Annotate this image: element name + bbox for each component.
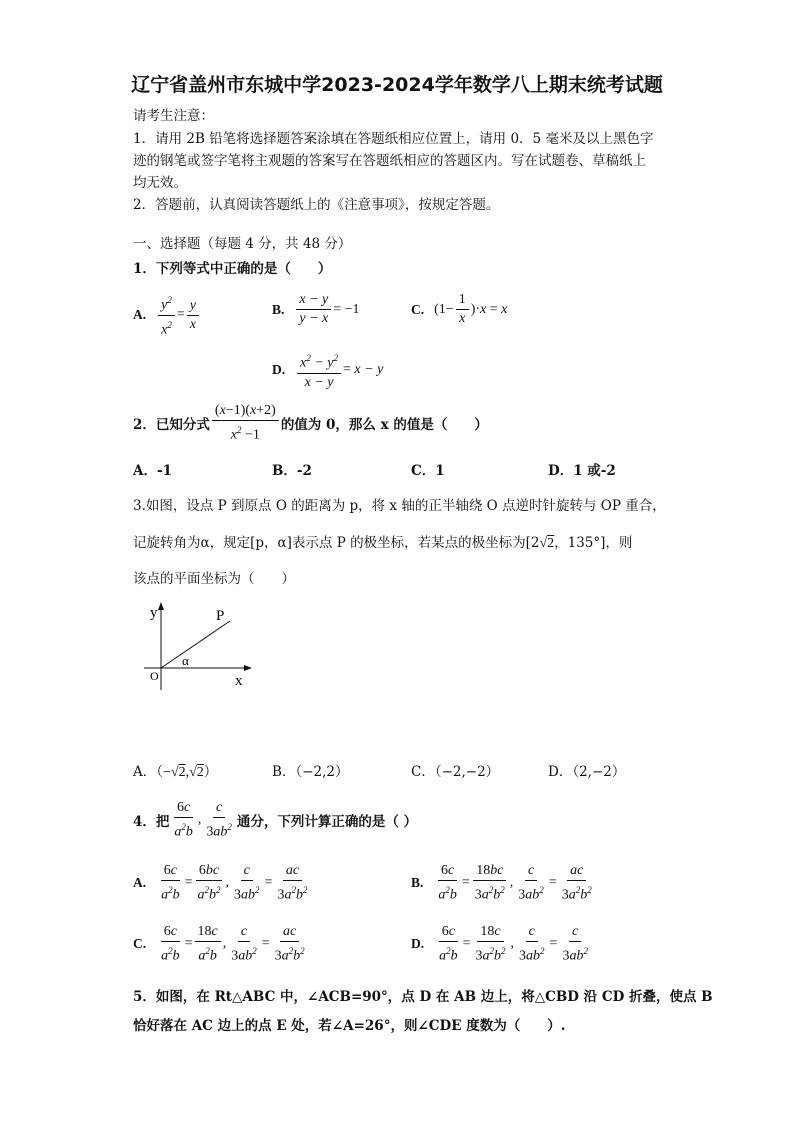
q2-prefix: 2．已知分式 xyxy=(133,417,210,434)
x-axis-arrow xyxy=(244,665,252,671)
q2-option-a: A．-1 xyxy=(133,463,172,479)
q1-option-d: D. $\frac{x^2 - y^2}{x - y}$ = x − y xyxy=(272,350,383,391)
q1-option-c: C. (1− $\frac{1}{x}$ )· x = x xyxy=(411,292,508,326)
q3-option-a-prefix: A．（ xyxy=(133,764,163,780)
q4-label-c: C. xyxy=(133,936,147,952)
q3-line-1: 3.如图，设点 P 到原点 O 的距离为 p，将 x 轴的正半轴绕 O 点逆时针旋转与 OP 重合， xyxy=(133,498,666,514)
point-p-label: P xyxy=(216,608,225,624)
q4-option-a: A. $\frac{6c}{a^2b}$ = $\frac{6bc}{a^2b^2}$ , $\frac{c}{3ab^2}$ = $\frac{ac}{3a^2b^2}$ xyxy=(133,863,308,903)
notice-line-1: 1．请用 2B 铅笔将选择题答案涂填在答题纸相应位置上，请用 0．5 毫米及以上黑色字 xyxy=(133,131,654,147)
q5-line-2: 恰好落在 AC 边上的点 E 处，若∠A=26°，则∠CDE 度数为（ ）. xyxy=(133,1018,566,1034)
q1-label-b: B. xyxy=(272,301,285,317)
q3-line-3: 该点的平面坐标为（ ） xyxy=(133,571,295,587)
q2-option-b: B．-2 xyxy=(272,463,312,479)
q3-option-a: A．（−√2,√2） xyxy=(133,764,218,780)
q4-label-d: D. xyxy=(411,936,425,952)
q3-option-b: B．（−2,2） xyxy=(272,764,349,780)
q1-label-d: D. xyxy=(272,362,286,378)
notice-line-2: 迹的钢笔或签字笔将主观题的答案写在答题纸相应的答题区内。写在试题卷、草稿纸上 xyxy=(133,153,646,169)
q1-label-a: A. xyxy=(133,307,147,323)
q3-option-c: C．（−2,−2） xyxy=(411,764,500,780)
q4-label-a: A. xyxy=(133,875,147,891)
q2-option-c: C．1 xyxy=(411,463,445,479)
notice-heading: 请考生注意： xyxy=(133,108,214,124)
q1-option-b: B. $\frac{x - y}{y - x}$ = −1 xyxy=(272,292,360,326)
alpha-label: α xyxy=(182,653,189,668)
y-axis-label: y xyxy=(150,605,158,621)
q4-suffix: 通分，下列计算正确的是（ ） xyxy=(236,814,418,831)
q2-suffix: 的值为 0，那么 x 的值是（ ） xyxy=(280,417,488,434)
x-axis-label: x xyxy=(235,673,243,689)
q3-line-2b: ，135°]，则 xyxy=(554,535,633,551)
q1-label-c: C. xyxy=(411,301,425,317)
page-title: 辽宁省盖州市东城中学2023-2024学年数学八上期末统考试题 xyxy=(131,74,663,96)
q4-option-c: C. $\frac{6c}{a^2b}$ = $\frac{18c}{a^2b}$ , $\frac{c}{3ab^2}$ = $\frac{ac}{3a^2b^2}$ xyxy=(133,924,305,964)
op-ray xyxy=(161,621,230,668)
q3-line-2a: 记旋转角为α，规定[p，α]表示点 P 的极坐标，若某点的极坐标为[2 xyxy=(133,535,540,551)
q4-label-b: B. xyxy=(411,875,424,891)
q2-option-d: D．1 或-2 xyxy=(548,463,616,479)
q3-figure xyxy=(140,598,260,693)
y-axis-arrow xyxy=(158,602,164,610)
q4-stem: 4．把 $\frac{6c}{a^2b}$ , $\frac{c}{3ab^2}$ 通分，下列计算正确的是（ ） xyxy=(133,800,418,840)
origin-label: O xyxy=(150,669,159,683)
q4-option-b: B. $\frac{6c}{a^2b}$ = $\frac{18bc}{3a^2b^2}$ , $\frac{c}{3ab^2}$ = $\frac{ac}{3a^2b^2}$ xyxy=(411,863,592,903)
q4-prefix: 4．把 xyxy=(133,814,170,831)
q3-option-d: D．（2,−2） xyxy=(548,764,626,780)
q5-line-1: 5．如图，在 Rt△ABC 中，∠ACB=90°，点 D 在 AB 边上，将△CBD 沿 CD 折叠，使点 B xyxy=(133,989,713,1005)
q2-stem: 2．已知分式 $\frac{(x-1)(x+2)}{x^2 -1}$ 的值为 0，那么 x 的值是（ ） xyxy=(133,403,488,443)
section-heading: 一、选择题（每题 4 分，共 48 分） xyxy=(133,236,352,252)
q4-option-d: D. $\frac{6c}{a^2b}$ = $\frac{18c}{3a^2b^2}$ , $\frac{c}{3ab^2}$ = $\frac{c}{3ab^2}$ xyxy=(411,924,588,964)
q1-stem: 1．下列等式中正确的是（ ） xyxy=(133,261,332,277)
q3-line-2: 记旋转角为α，规定[p，α]表示点 P 的极坐标，若某点的极坐标为[2√2，135°]，则 xyxy=(133,535,633,551)
notice-line-3: 均无效。 xyxy=(133,175,187,191)
notice-line-4: 2．答题前，认真阅读答题纸上的《注意事项》，按规定答题。 xyxy=(133,197,500,213)
q1-option-a: A. $\frac{y^2}{x^2}$ = $\frac{y}{x}$ xyxy=(133,292,201,338)
